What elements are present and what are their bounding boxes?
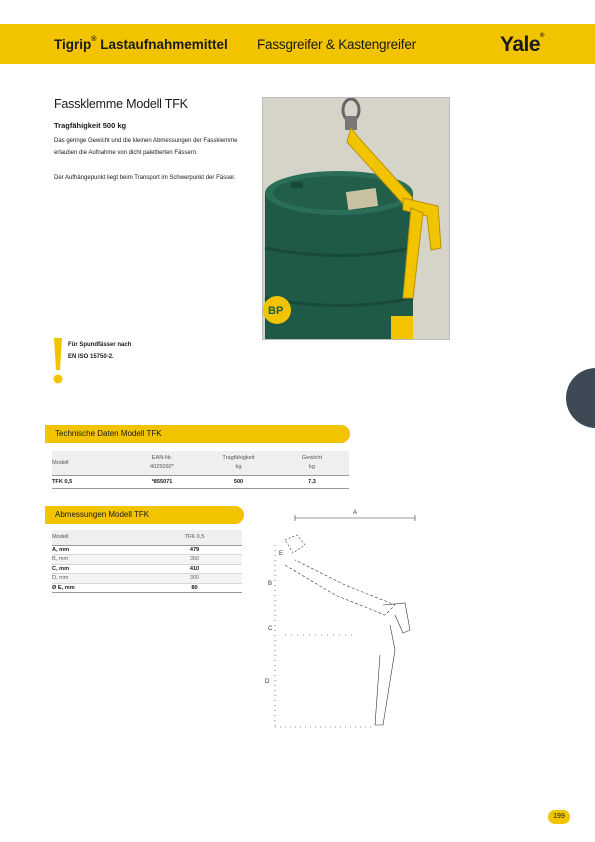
header-subcategory: Fassgreifer & Kastengreifer	[257, 37, 416, 52]
product-title: Fassklemme Modell TFK	[54, 97, 188, 111]
header-category: Lastaufnahmemittel	[100, 37, 228, 52]
dim-label: B, mm	[52, 555, 147, 565]
product-capacity: Tragfähigkeit 500 kg	[54, 121, 127, 130]
col-ean-line1: EAN-Nr.	[151, 454, 173, 461]
table-row	[52, 574, 242, 584]
col-weight-line2: kg	[309, 463, 315, 470]
table-row	[52, 475, 349, 488]
col-capacity-line2: kg	[235, 463, 242, 470]
cell-model: TFK 0,5	[52, 475, 122, 488]
col-dims-variant: TFK 0,5	[147, 530, 242, 545]
col-capacity-line1: Tragfähigkeit	[222, 454, 255, 461]
header-title	[54, 37, 228, 52]
table-row	[52, 583, 242, 593]
dim-label-b: B	[268, 581, 273, 587]
dim-label: D, mm	[52, 574, 147, 584]
table-row	[52, 545, 242, 555]
dim-label: Ø E, mm	[52, 583, 147, 593]
dimensions-table	[52, 530, 242, 593]
col-dims-model: Modell	[52, 530, 147, 545]
cell-capacity: 500	[202, 475, 275, 488]
dim-label-d: D	[265, 679, 270, 685]
dim-value: 300	[147, 574, 242, 584]
dim-value: 410	[147, 564, 242, 574]
product-description-2: Der Aufhängepunkt liegt beim Transport im Schwerpunkt der Fässer.	[54, 175, 236, 181]
notice-text	[68, 339, 188, 363]
yale-logo	[500, 33, 544, 57]
table-row	[52, 555, 242, 565]
table-row	[52, 564, 242, 574]
dim-label-c: C	[268, 626, 273, 632]
dim-value: 479	[147, 545, 242, 555]
registered-mark: ®	[91, 36, 97, 43]
dim-label: A, mm	[52, 545, 147, 555]
page-number: 199	[548, 810, 570, 824]
notice-line-1: Für Spundfässer nach	[68, 342, 132, 348]
col-weight-line1: Gewicht	[301, 454, 323, 461]
exclamation-icon	[52, 338, 64, 384]
dimensions-header	[45, 506, 244, 524]
drum-logo-text: BP	[268, 305, 284, 317]
col-ean	[122, 451, 202, 475]
notice-line-2: EN ISO 15750-2.	[68, 354, 114, 360]
chapter-tab-marker	[566, 368, 595, 428]
logo-reg-mark: ®	[540, 33, 544, 39]
col-model: Modell	[52, 451, 122, 475]
cell-weight: 7,3	[275, 475, 349, 488]
tech-table-header-row	[52, 451, 349, 475]
tech-data-header	[45, 425, 350, 443]
cell-ean: *855071	[122, 475, 202, 488]
col-capacity	[202, 451, 275, 475]
dimensions-title: Abmessungen Modell TFK	[55, 510, 150, 519]
product-description-1: Das geringe Gewicht und die kleinen Abmessungen der Fassklemme erlauben die Aufnahme von dicht palettierten Fässern.	[54, 138, 238, 156]
dim-label-a: A	[353, 510, 358, 516]
header-brand: Tigrip	[54, 37, 92, 52]
dim-label-e: E	[279, 551, 284, 557]
product-photo	[262, 97, 450, 340]
dim-value: 350	[147, 555, 242, 565]
tech-data-table	[52, 451, 349, 489]
dim-value: 80	[147, 583, 242, 593]
header-bar	[0, 24, 595, 64]
col-ean-line2: 4025092*	[150, 463, 174, 470]
technical-drawing	[255, 505, 425, 750]
dim-label: C, mm	[52, 564, 147, 574]
tech-data-title: Technische Daten Modell TFK	[55, 429, 162, 438]
drum-clamp-illustration	[263, 98, 450, 340]
col-weight	[275, 451, 349, 475]
logo-text: Yale	[500, 33, 541, 56]
dims-table-header-row	[52, 530, 242, 545]
